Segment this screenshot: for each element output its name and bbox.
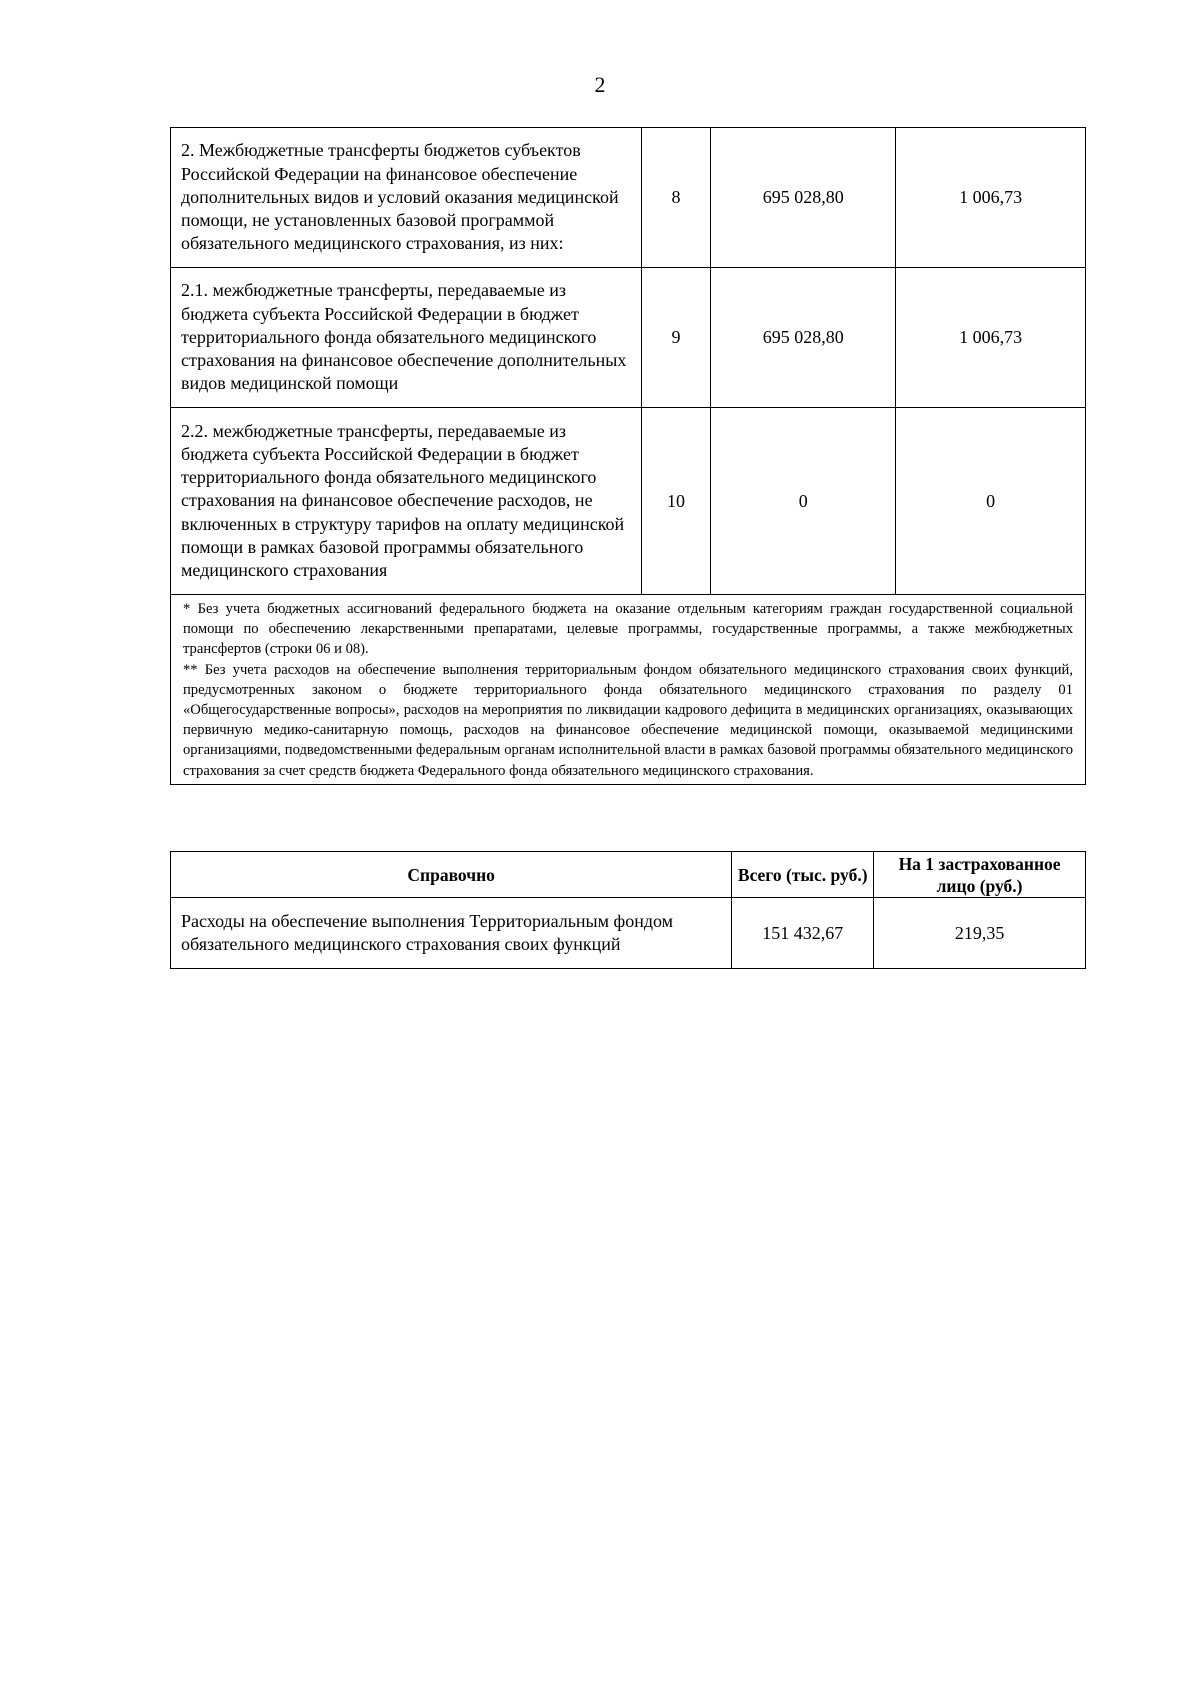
reference-per-person-value: 219,35 <box>874 898 1086 969</box>
reference-total-header: Всего (тыс. руб.) <box>732 852 874 898</box>
main-table <box>170 127 1086 785</box>
reference-description: Расходы на обеспечение выполнения Территориальным фондом обязательного медицинского страхования своих функций <box>171 898 732 969</box>
row-line-number: 9 <box>641 268 711 408</box>
reference-header-row <box>171 852 1086 898</box>
row-description: 2.1. межбюджетные трансферты, передаваемые из бюджета субъекта Российской Федерации в бюджет территориального фонда обязательного медицинского страхования на финансовое обеспечение дополнительных видов медицинской помощи <box>171 268 642 408</box>
table-row <box>171 128 1086 268</box>
reference-per-person-header: На 1 застрахованное лицо (руб.) <box>874 852 1086 898</box>
row-per-person-value: 0 <box>896 408 1086 595</box>
table-row <box>171 408 1086 595</box>
footnote-single-asterisk: * Без учета бюджетных ассигнований федерального бюджета на оказание отдельным категориям граждан государственной социальной помощи по обеспечению лекарственными препаратами, целевые программы, государственные программы, а также межбюджетных трансфертов (строки 06 и 08). <box>183 601 1073 658</box>
row-per-person-value: 1 006,73 <box>896 268 1086 408</box>
reference-table <box>170 851 1086 969</box>
page-number: 2 <box>594 72 606 97</box>
reference-total-value: 151 432,67 <box>732 898 874 969</box>
row-description: 2. Межбюджетные трансферты бюджетов субъектов Российской Федерации на финансовое обеспечение дополнительных видов и условий оказания медицинской помощи, не установленных базовой программой обязательного медицинского страхования, из них: <box>171 128 642 268</box>
row-total-value: 695 028,80 <box>711 128 896 268</box>
reference-label-header: Справочно <box>171 852 732 898</box>
row-description: 2.2. межбюджетные трансферты, передаваемые из бюджета субъекта Российской Федерации в бюджет территориального фонда обязательного медицинского страхования на финансовое обеспечение расходов, не включенных в структуру тарифов на оплату медицинской помощи в рамках базовой программы обязательного медицинского страхования <box>171 408 642 595</box>
footnotes-cell <box>171 595 1086 785</box>
footnote-double-asterisk: ** Без учета расходов на обеспечение выполнения территориальным фондом обязательного медицинского страхования своих функций, предусмотренных законом о бюджете территориального фонда обязательного медицинского страхования по разделу 01 «Общегосударственные вопросы», расходов на мероприятия по ликвидации кадрового дефицита в медицинских организациях, оказывающих первичную медико-санитарную помощь, расходов на финансовое обеспечение медицинской помощи, оказываемой медицинскими организациями, подведомственными федеральным органам исполнительной власти в рамках базовой программы обязательного медицинского страхования за счет средств бюджета Федерального фонда обязательного медицинского страхования. <box>183 661 1073 779</box>
table-row <box>171 268 1086 408</box>
table-row <box>171 898 1086 969</box>
row-line-number: 8 <box>641 128 711 268</box>
row-total-value: 0 <box>711 408 896 595</box>
row-total-value: 695 028,80 <box>711 268 896 408</box>
row-line-number: 10 <box>641 408 711 595</box>
row-per-person-value: 1 006,73 <box>896 128 1086 268</box>
footnotes-row <box>171 595 1086 785</box>
